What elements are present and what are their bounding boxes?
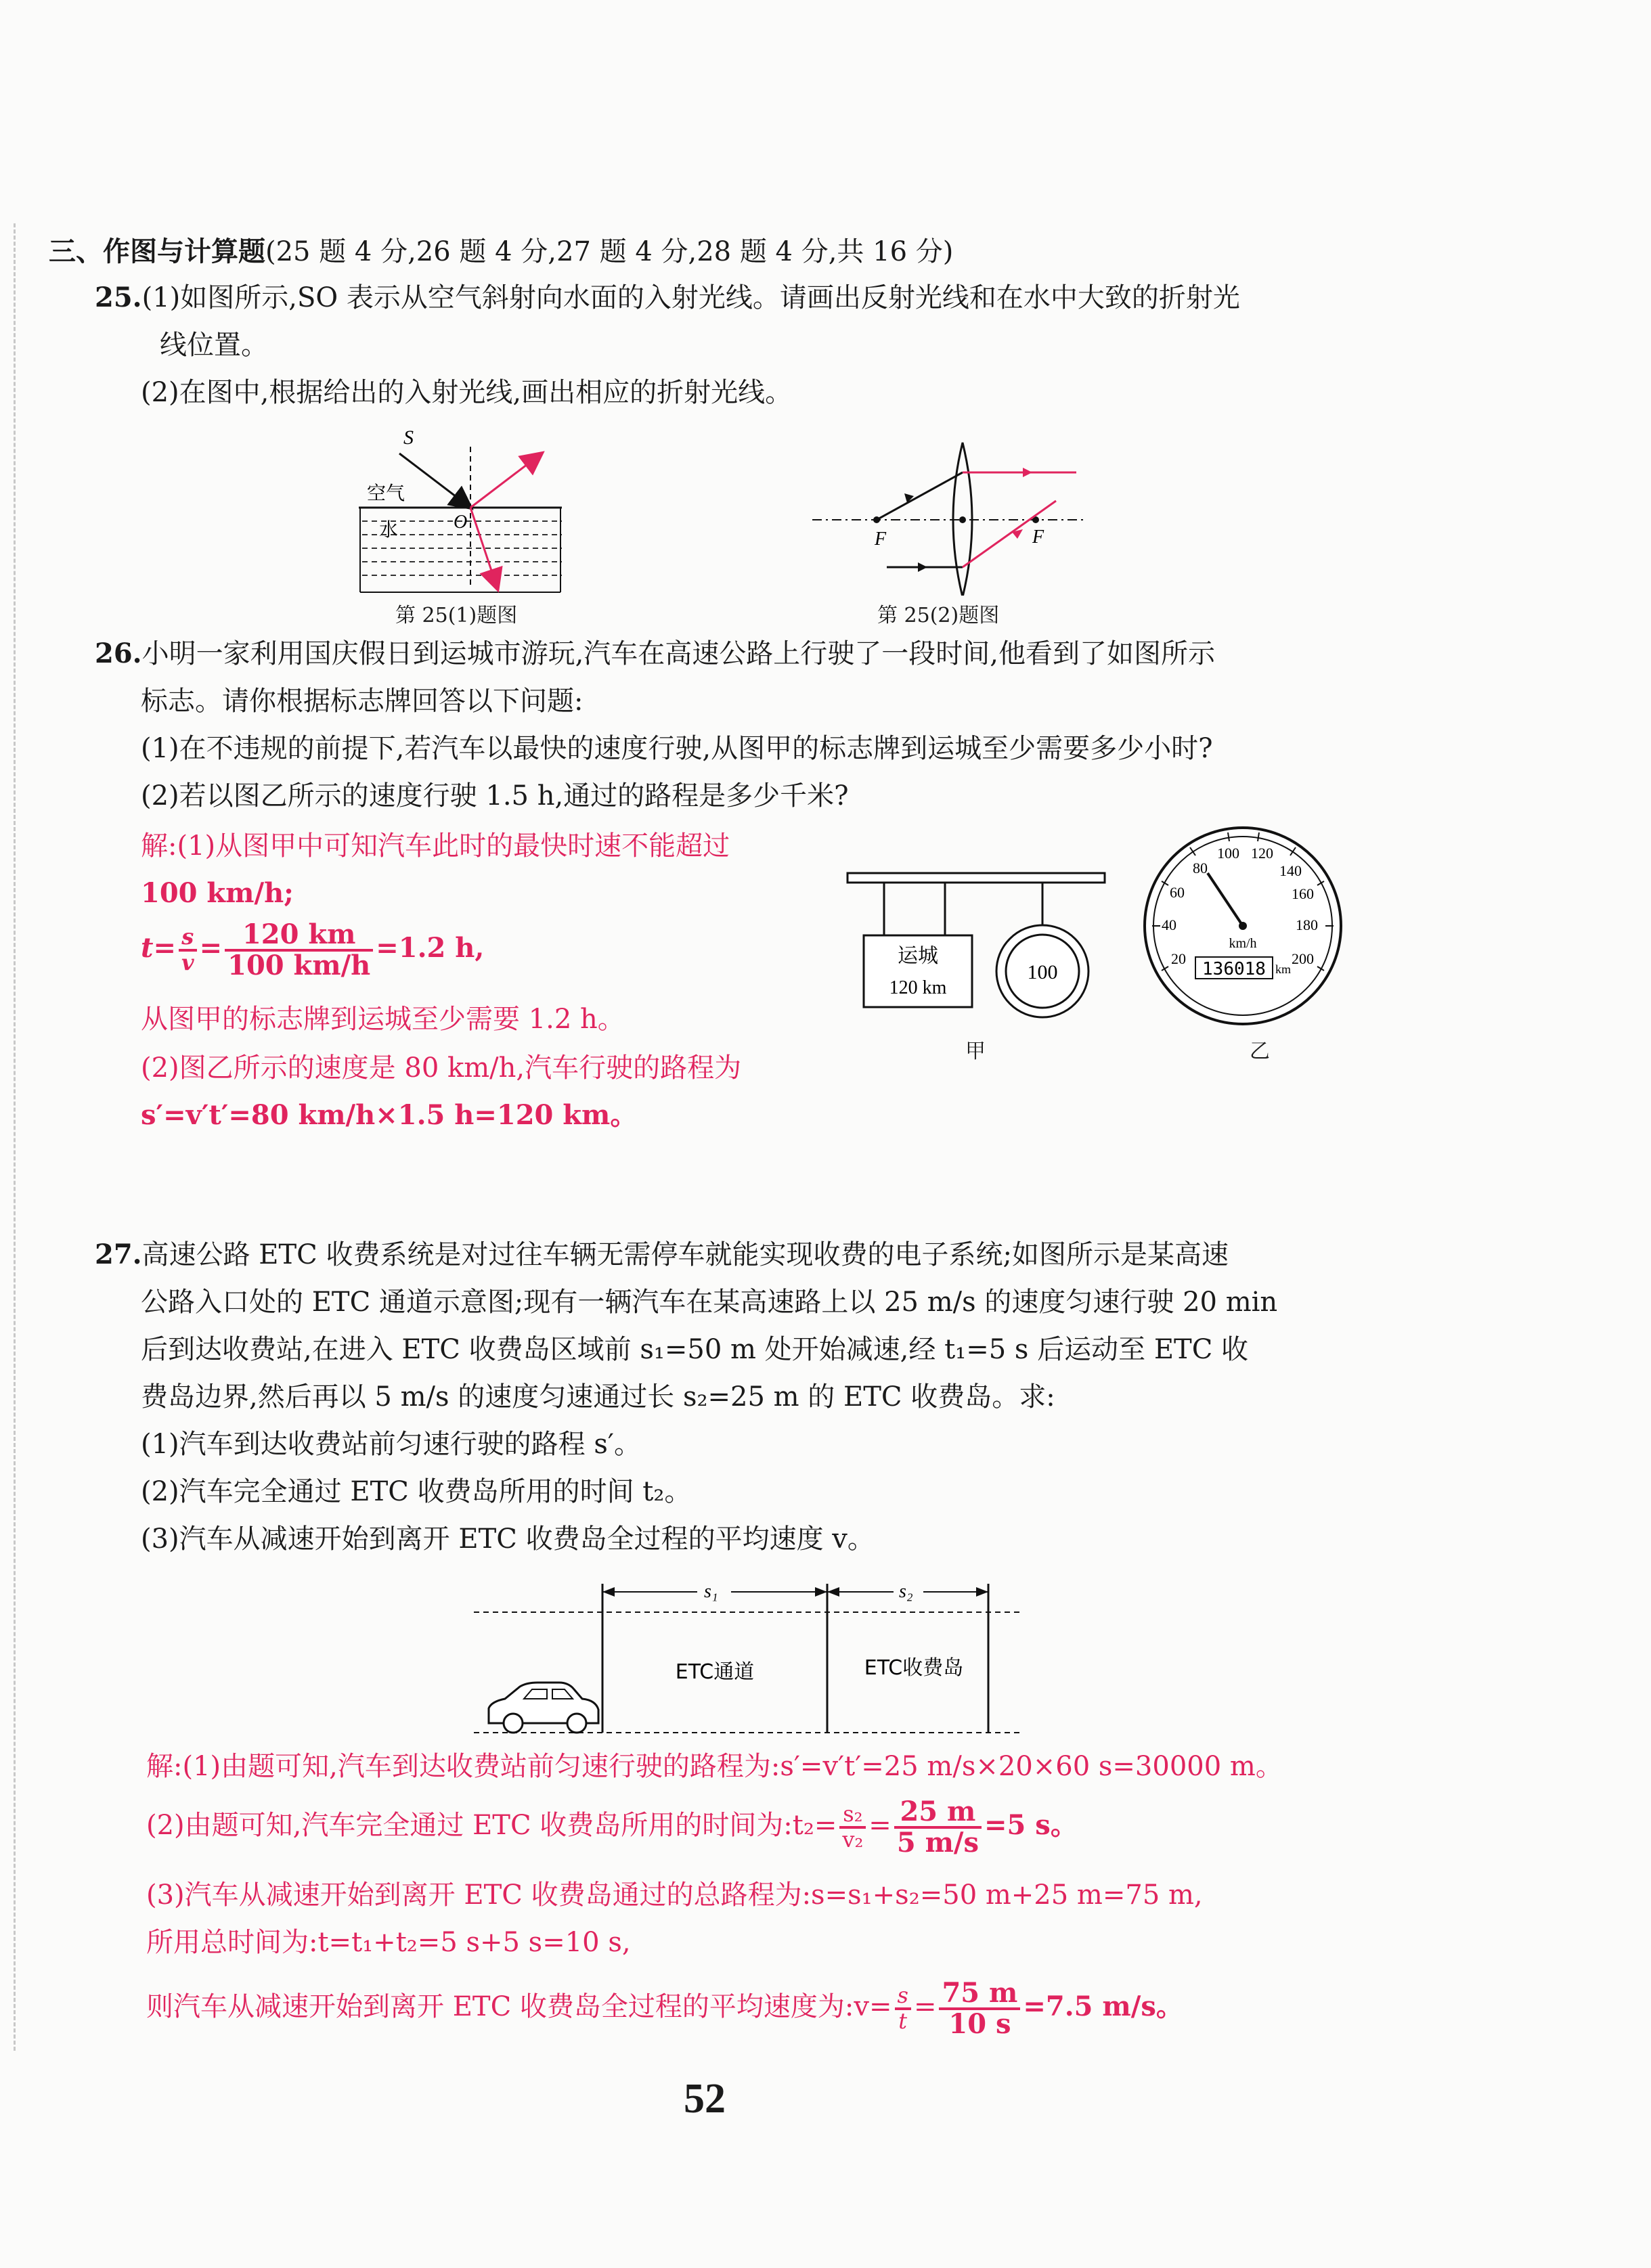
q26-eq-v: v — [181, 950, 194, 975]
q27-part3: (3)汽车从减速开始到离开 ETC 收费岛全过程的平均速度 v。 — [141, 1524, 875, 1555]
q25-text1: (1)如图所示,SO 表示从空气斜射向水面的入射光线。请画出反射光线和在水中大致的折射光 — [141, 282, 1240, 313]
q26-answer-line6: s′=v′t′=80 km/h×1.5 h=120 km。 — [141, 1099, 638, 1131]
q27-ans2-frac-den: v₂ — [842, 1827, 864, 1852]
fig2-label-f-left: F — [875, 529, 887, 550]
q27-ans5-den: 10 s — [948, 2008, 1011, 2040]
speedo-tick-140: 140 — [1279, 862, 1302, 879]
speedo-odometer-unit: km — [1275, 962, 1292, 976]
speedo-tick-120: 120 — [1251, 845, 1273, 862]
q26-line1 — [95, 635, 1215, 673]
q27-ans5-num: 75 m — [939, 1979, 1020, 2010]
section-score: (25 题 4 分,26 题 4 分,27 题 4 分,28 题 4 分,共 16 分) — [265, 236, 954, 267]
car-icon — [489, 1683, 598, 1733]
figure-25-1 — [338, 420, 623, 623]
fig1-label-water: 水 — [379, 518, 399, 541]
figure-25-2 — [806, 433, 1090, 596]
q25-part2: (2)在图中,根据给出的入射光线,画出相应的折射光线。 — [141, 377, 793, 408]
q27-ans2-num: 25 m — [894, 1798, 982, 1829]
q26-eq-num: 120 km — [225, 920, 373, 952]
sign-caption: 甲 — [965, 1040, 986, 1063]
sign-speed-limit: 100 — [1027, 961, 1058, 983]
q27-text1: 高速公路 ETC 收费系统是对过往车辆无需停车就能实现收费的电子系统;如图所示是某高速 — [141, 1239, 1229, 1270]
fig1-label-o: O — [454, 512, 468, 533]
q26-number: 26. — [95, 638, 142, 669]
q26-answer-line4: 从图甲的标志牌到运城至少需要 1.2 h。 — [141, 1004, 625, 1035]
q27-ans5-frac-den: t — [898, 2008, 908, 2034]
q26-eq-s: s — [179, 926, 197, 952]
q26-part2: (2)若以图乙所示的速度行驶 1.5 h,通过的路程是多少千米? — [141, 780, 849, 811]
q26-eq-den: 100 km/h — [227, 950, 371, 981]
speedo-tick-200: 200 — [1292, 950, 1314, 967]
q27-answer-5 — [146, 1979, 1183, 2039]
q25-line2: 线位置。 — [160, 330, 268, 361]
q26-line2: 标志。请你根据标志牌回答以下问题: — [141, 686, 584, 717]
etc-island-label: ETC收费岛 — [864, 1656, 964, 1680]
q27-ans2-result: =5 s。 — [984, 1809, 1078, 1841]
fig1-label-air: 空气 — [367, 482, 405, 504]
q26-answer-line2: 100 km/h; — [141, 877, 294, 909]
q27-line4: 费岛边界,然后再以 5 m/s 的速度匀速通过长 s₂=25 m 的 ETC 收费岛。求: — [141, 1381, 1055, 1413]
q26-text1: 小明一家利用国庆假日到运城市游玩,汽车在高速公路上行驶了一段时间,他看到了如图所示 — [141, 638, 1216, 669]
q26-eq-t: t= — [141, 932, 176, 964]
q27-part1: (1)汽车到达收费站前匀速行驶的路程 s′。 — [141, 1429, 641, 1460]
page-number: 52 — [684, 2076, 726, 2122]
sign-destination: 运城 — [898, 944, 938, 968]
etc-label-s2: s₂ — [899, 1581, 913, 1602]
q27-ans2-pre: (2)由题可知,汽车完全通过 ETC 收费岛所用的时间为:t₂= — [146, 1810, 837, 1841]
q27-line1 — [95, 1236, 1229, 1274]
fig1-label-s: S — [403, 426, 414, 449]
section-title: 三、作图与计算题 — [49, 236, 265, 267]
q27-answer-1: 解:(1)由题可知,汽车到达收费站前匀速行驶的路程为:s′=v′t′=25 m/s×20×60 s=30000 m。 — [146, 1751, 1283, 1782]
q25-number: 25. — [95, 282, 142, 313]
figure-26-speedometer — [1141, 824, 1344, 1027]
speedo-odometer: 136018 — [1202, 959, 1266, 979]
q25-line1 — [95, 279, 1240, 317]
margin-dashed-line — [14, 223, 16, 2051]
q26-answer-line5: (2)图乙所示的速度是 80 km/h,汽车行驶的路程为 — [141, 1052, 742, 1084]
speedometer-caption: 乙 — [1250, 1040, 1270, 1063]
q27-ans2-frac-num: s₂ — [839, 1803, 866, 1829]
q27-line2: 公路入口处的 ETC 通道示意图;现有一辆汽车在某高速路上以 25 m/s 的速度匀速行驶 20 min — [141, 1287, 1278, 1318]
q27-ans5-frac-num: s — [895, 1984, 911, 2010]
q27-answer-2 — [146, 1798, 1078, 1857]
speedo-tick-40: 40 — [1162, 916, 1176, 933]
q27-ans5-pre: 则汽车从减速开始到离开 ETC 收费岛全过程的平均速度为:v= — [146, 1991, 892, 2022]
q27-answer-3: (3)汽车从减速开始到离开 ETC 收费岛通过的总路程为:s=s₁+s₂=50 m+25 m=75 m, — [146, 1880, 1203, 1911]
speedo-unit: km/h — [1229, 936, 1257, 951]
q27-ans2-equals: = — [868, 1810, 891, 1841]
q26-answer-line1: 解:(1)从图甲中可知汽车此时的最快时速不能超过 — [141, 830, 730, 862]
speedo-tick-80: 80 — [1193, 860, 1208, 876]
figure-27-etc — [467, 1570, 1029, 1746]
fig2-label-f-right: F — [1032, 527, 1044, 548]
q26-eq-result: =1.2 h, — [376, 932, 485, 964]
speedo-tick-20: 20 — [1171, 950, 1186, 967]
q27-line3: 后到达收费站,在进入 ETC 收费岛区域前 s₁=50 m 处开始减速,经 t₁=5 s 后运动至 ETC 收 — [141, 1334, 1249, 1365]
q27-ans5-result: =7.5 m/s。 — [1023, 1991, 1183, 2022]
etc-label-s1: s₁ — [704, 1581, 718, 1602]
q27-answer-4: 所用总时间为:t=t₁+t₂=5 s+5 s=10 s, — [146, 1927, 631, 1958]
q26-answer-equation — [141, 920, 484, 980]
speedo-tick-160: 160 — [1292, 885, 1314, 902]
q27-number: 27. — [95, 1239, 142, 1270]
etc-lane-label: ETC通道 — [675, 1660, 755, 1684]
q27-ans5-equals: = — [913, 1991, 937, 2022]
speedo-tick-60: 60 — [1170, 884, 1185, 901]
section-header — [49, 233, 953, 271]
fig25-1-caption: 第 25(1)题图 — [395, 604, 518, 627]
speedo-tick-100: 100 — [1217, 845, 1239, 862]
q26-eq-equals: = — [199, 932, 223, 964]
sign-distance: 120 km — [889, 977, 947, 998]
q26-part1: (1)在不违规的前提下,若汽车以最快的速度行驶,从图甲的标志牌到运城至少需要多少小时? — [141, 733, 1213, 764]
speedo-tick-180: 180 — [1296, 916, 1318, 933]
fig25-2-caption: 第 25(2)题图 — [877, 604, 1000, 627]
q27-part2: (2)汽车完全通过 ETC 收费岛所用的时间 t₂。 — [141, 1476, 692, 1507]
q27-ans2-den: 5 m/s — [896, 1827, 979, 1859]
